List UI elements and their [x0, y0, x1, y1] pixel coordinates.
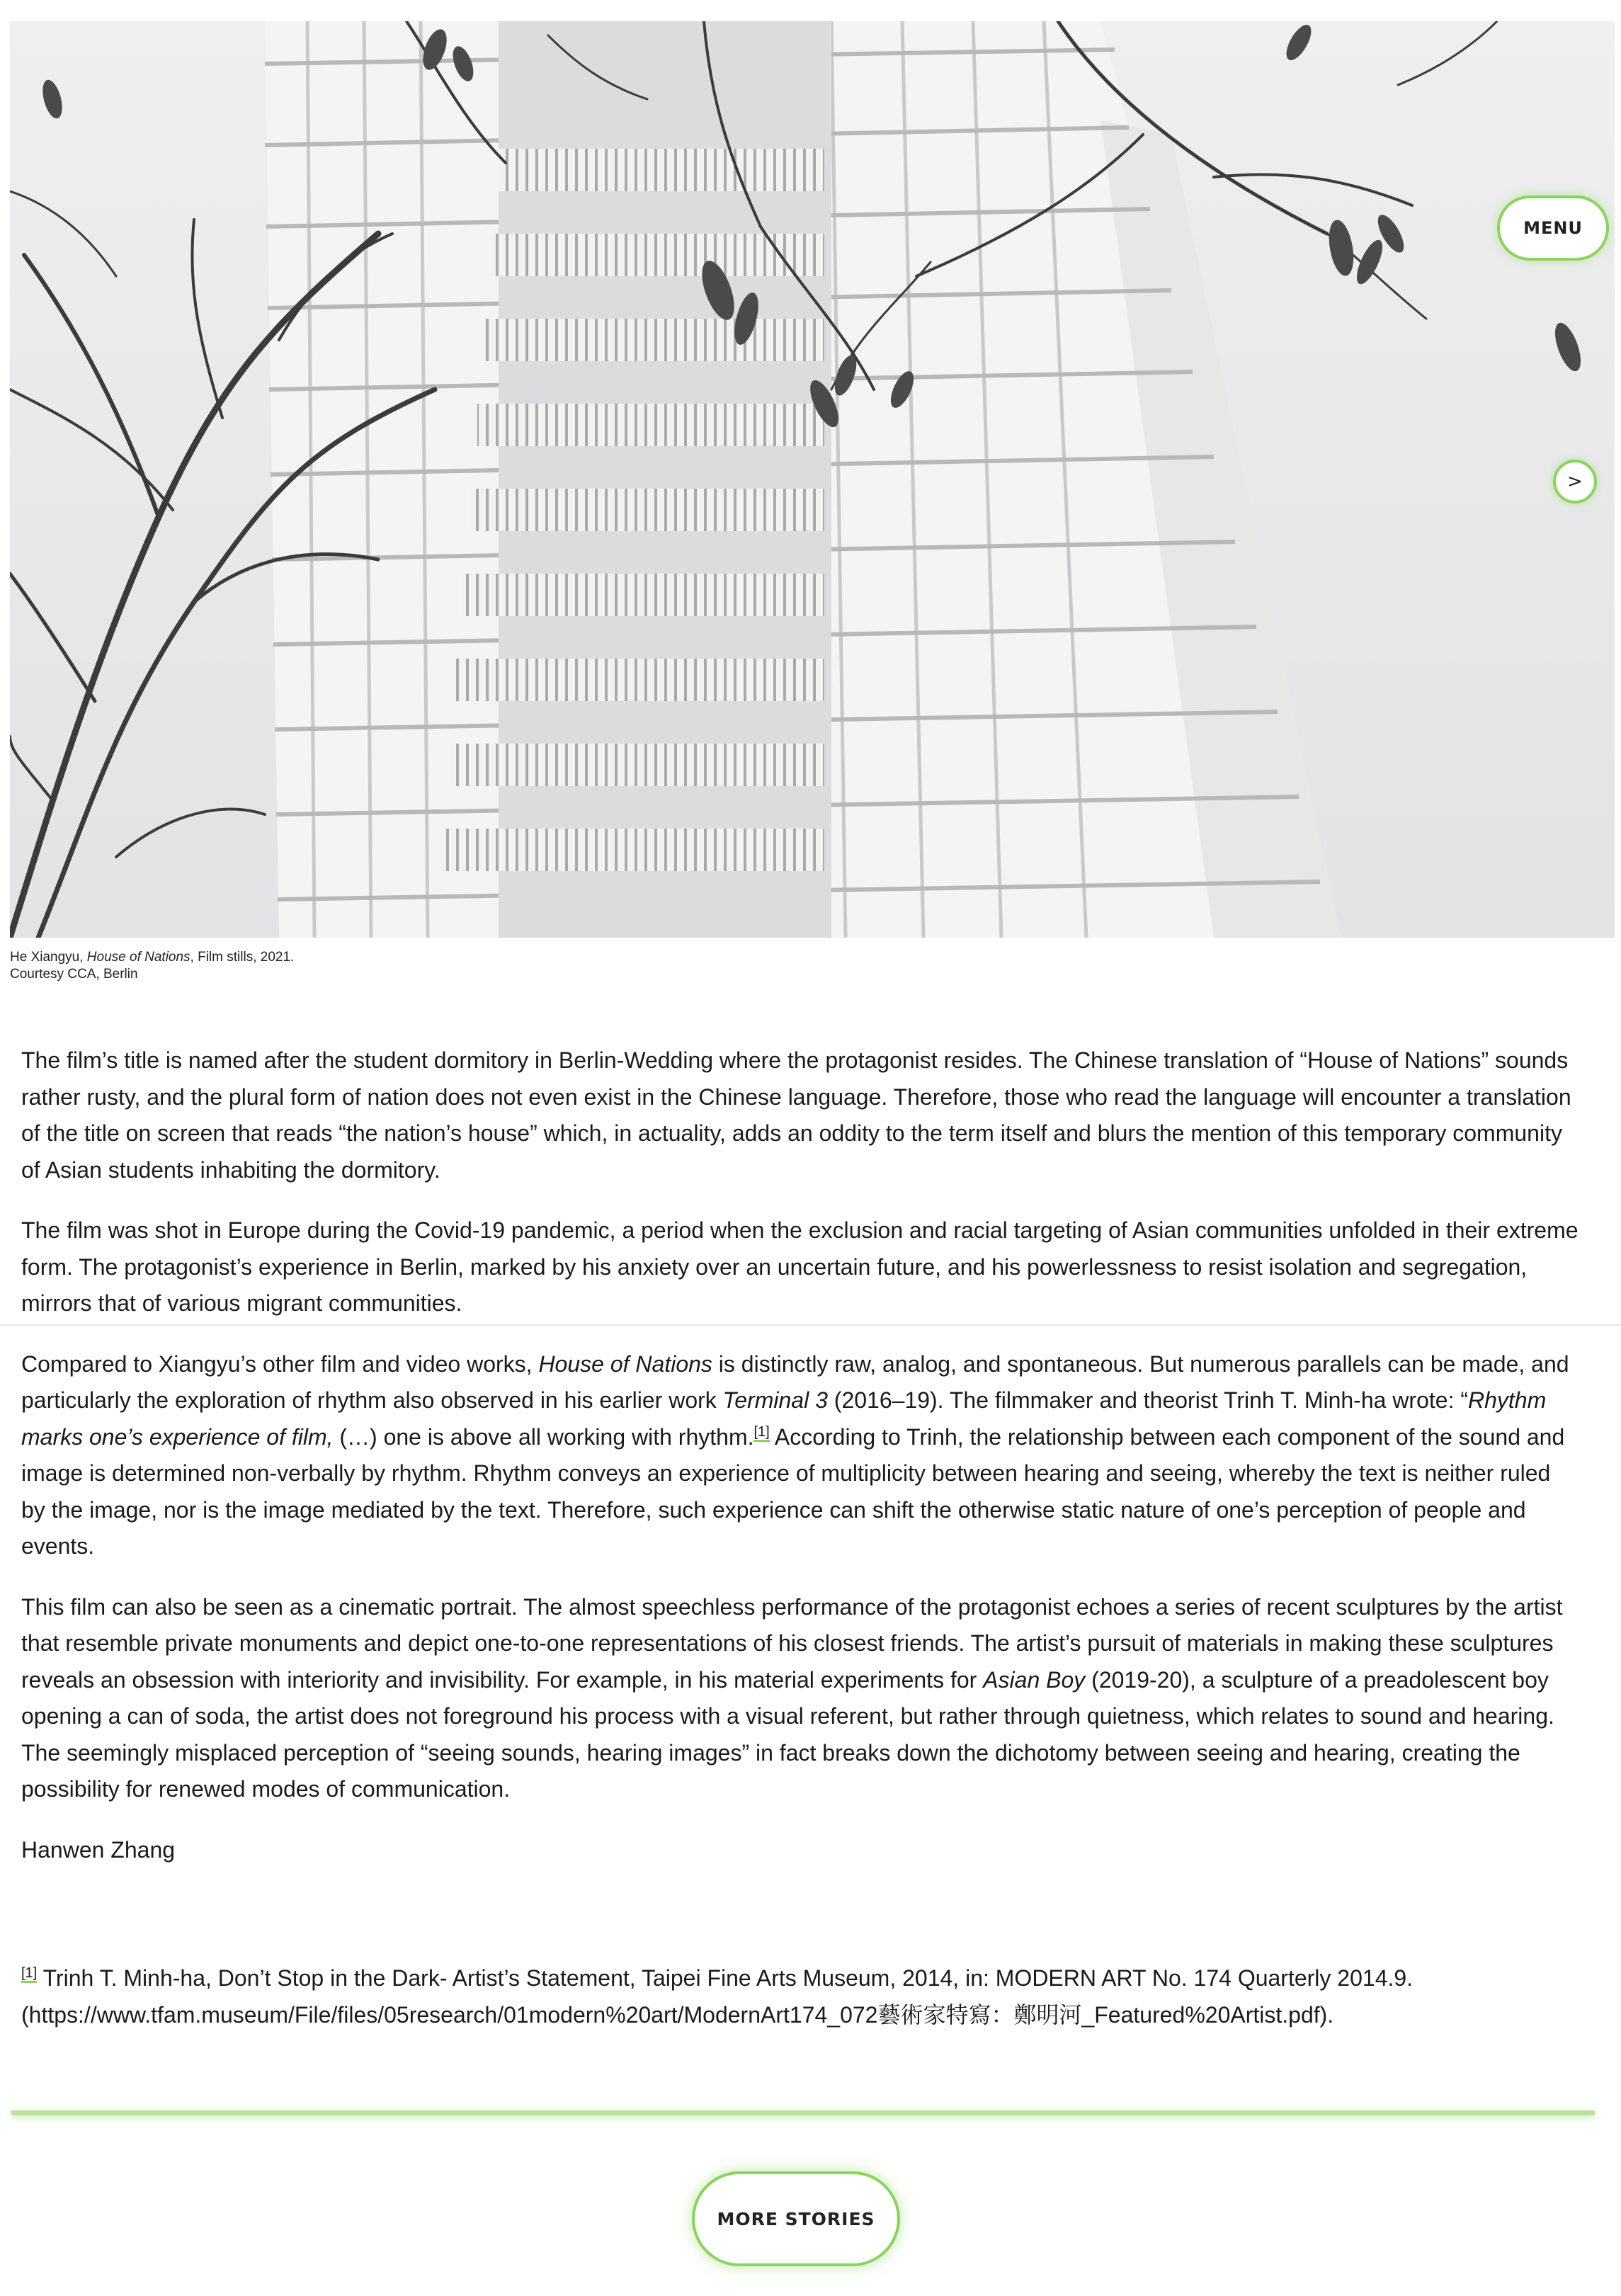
caption-artist: He Xiangyu, — [10, 950, 87, 965]
footnote-url: (https://www.tfam.museum/File/files/05research/01modern%20art/ModernArt174_072藝術家特寫：鄭明河_Featured%20Artist.pdf). — [21, 2001, 1334, 2028]
menu-button[interactable]: MENU — [1497, 195, 1609, 261]
footnote — [21, 1960, 1593, 2033]
paragraph-4: This film can also be seen as a cinematic portrait. The almost speechless performance of the protagonist echoes a series of recent sculptures by the artist that resemble private monuments and depict one-to-one representations of his closest friends. The artist’s pursuit of materials in making these sculptures reveals an obsession with interiority and invisibility. For example, in his material experiments for Asian Boy (2019-20), a sculpture of a preadolescent boy opening a can of soda, the artist does not foreground his process with a visual referent, but rather through quietness, which relates to sound and hearing. The seemingly misplaced perception of “seeing sounds, hearing images” in fact breaks down the dichotomy between seeing and hearing, creating the possibility for renewed modes of communication. — [21, 1593, 1563, 1802]
paragraph-2: The film was shot in Europe during the Covid-19 pandemic, a period when the exclusion and racial targeting of Asian communities unfolded in their extreme form. The protagonist’s experience in Berlin, marked by his anxiety over an uncertain future, and his powerlessness to resist isolation and segregation, mirrors that of various migrant communities. — [21, 1217, 1579, 1316]
more-stories-button[interactable]: MORE STORIES — [692, 2171, 900, 2266]
article-body — [21, 1042, 1579, 1892]
footnote-marker[interactable]: [1] — [21, 1965, 37, 1983]
footer-divider — [11, 2110, 1595, 2115]
hero-image — [10, 21, 1615, 938]
caption-details: , Film stills, 2021. — [190, 950, 295, 965]
footnote-text: Trinh T. Minh-ha, Don’t Stop in the Dark- Artist’s Statement, Taipei Fine Arts Museum, 2014, in: MODERN ART No. 174 Quarterly 2014.9. — [37, 1965, 1414, 1991]
building-photo — [10, 21, 1615, 938]
chevron-right-icon: > — [1567, 471, 1583, 492]
paragraph-3: Compared to Xiangyu’s other film and video works, House of Nations is distinctly raw, analog, and spontaneous. But numerous parallels can be made, and particularly the exploration of rhythm also observed in his earlier work Terminal 3 (2016–19). The filmmaker and theorist Trinh T. Minh-ha wrote: “Rhythm marks one’s experience of film, (…) one is above all working with rhythm.[1] According to Trinh, the relationship between each component of the sound and image is determined non-verbally by rhythm. Rhythm conveys an experience of multiplicity between hearing and seeing, whereby the text is neither ruled by the image, nor is the image mediated by the text. Therefore, such experience can shift the otherwise static nature of one’s perception of people and events. — [21, 1351, 1569, 1559]
caption-work-title: House of Nations — [86, 950, 190, 965]
work-title: Asian Boy — [983, 1666, 1086, 1693]
work-title: Terminal 3 — [722, 1387, 828, 1413]
author-name: Hanwen Zhang — [21, 1836, 176, 1863]
image-caption — [10, 949, 294, 983]
work-title: House of Nations — [538, 1351, 712, 1377]
quote: Rhythm marks one’s experience of film, — [21, 1387, 1547, 1450]
footnote-link[interactable]: [1] — [753, 1424, 769, 1442]
caption-credit: Courtesy CCA, Berlin — [10, 967, 138, 982]
next-slide-button[interactable] — [1553, 460, 1597, 504]
paragraph-1: The film’s title is named after the student dormitory in Berlin-Wedding where the protagonist resides. The Chinese translation of “House of Nations” sounds rather rusty, and the plural form of nation does not even exist in the Chinese language. Therefore, those who read the language will encounter a translation of the title on screen that reads “the nation’s house” which, in actuality, adds an oddity to the term itself and blurs the mention of this temporary community of Asian students inhabiting the dormitory. — [21, 1047, 1571, 1183]
